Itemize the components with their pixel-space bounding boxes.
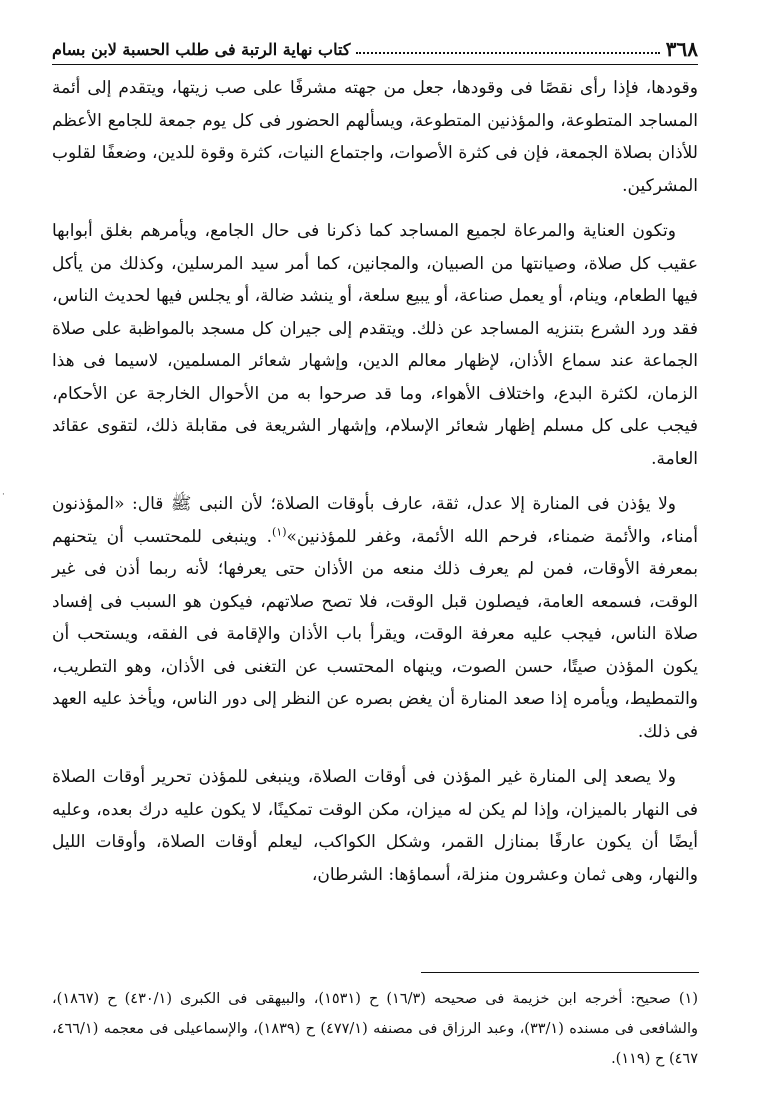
footnote-item: (١) صحيح: أخرجه ابن خزيمة فى صحيحه (١٦/٣) ح (١٥٣١)، والبيهقى فى الكبرى (٤٣٠/١) ح (١٨٦٧)، والشافعى فى مسنده (٣٣/١)، وعبد الرزاق فى مصنفه (٤٧٧/١) ح (١٨٣٩)، والإسماعيلى فى معجمه (٤٦٦/١، ٤٦٧) ح (١١٩).	[52, 991, 698, 1067]
footnote-reference[interactable]: (١)	[272, 524, 287, 538]
paragraph: وتكون العناية والمرعاة لجميع المساجد كما ذكرنا فى حال الجامع، ويأمرهم بغلق أبوابها عقيب كل صلاة، وصيانتها من الصبيان، والمجانين، كما أمر سيد المرسلين، وكذلك من يأكل فيها الطعام، وينام، أو يعمل صناعة، أو يبيع سلعة، أو ينشد ضالة، أو يجلس فيها لحديث الناس، فقد ورد الشرع بتنزيه المساجد عن ذلك. ويتقدم إلى جيران كل مسجد بالمواظبة على صلاة الجماعة عند سماع الأذان، لإظهار معالم الدين، وإشهار شعائر المسلمين، لاسيما فى هذا الزمان، لكثرة البدع، واختلاف الأهواء، وما قد صرحوا به من الأحوال الخارجة عن الأحكام، فيجب على كل مسلم إظهار شعائر الإسلام، وإشهار الشريعة فى مقابلة ذلك، لتقوى عقائد العامة.	[52, 221, 698, 469]
body-text	[52, 72, 698, 904]
running-header	[52, 34, 698, 65]
paragraph-text: ولا يؤذن فى المنارة إلا عدل، ثقة، عارف بأوقات الصلاة؛ لأن النبى ﷺ قال: «المؤذنون أمناء، والأئمة ضمناء، فرحم الله الأئمة، وغفر للمؤذنين»	[52, 494, 698, 547]
paragraph: ولا يصعد إلى المنارة غير المؤذن فى أوقات الصلاة، وينبغى للمؤذن تحرير أوقات الصلاة فى النهار بالميزان، وإذا لم يكن له ميزان، مكن الوقت تمكينًا، لا يكون عليه درك بعده، وعليه أيضًا أن يكون عارفًا بمنازل القمر، وشكل الكواكب، ليعلم أوقات الصلاة، وأوقات الليل والنهار، وهى ثمان وعشرون منزلة، أسماؤها: الشرطان،	[52, 767, 698, 885]
paragraph-text: . وينبغى للمحتسب أن يتحنهم بمعرفة الأوقات، فمن لم يعرف ذلك منعه من الأذان حتى يعرفها؛ لأنه ربما أذن فى غير الوقت، فسمعه العامة، فيصلون قبل الوقت، فلا تصح صلاتهم، فيكون هو السبب فى إفساد صلاة الناس، فيجب عليه معرفة الوقت، ويقرأ باب الأذان والإقامة فى الفقه، ويستحب أن يكون المؤذن صيتًا، حسن الصوت، وينهاه المحتسب عن التغنى فى الأذان، وهو التطريب، والتمطيط، ويأمره إذا صعد المنارة أن يغض بصره عن النظر إلى دور الناس، ويأخذ عليه العهد فى ذلك.	[52, 526, 698, 742]
paragraph: وقودها، فإذا رأى نقصًا فى وقودها، جعل من جهته مشرفًا على صب زيتها، ويتقدم إلى أئمة المساجد المتطوعة، والمؤذنين المتطوعة، ويسألهم الحضور فى كل يوم جمعة للجامع الأعظم للأذان بصلاة الجمعة، فإن فى كثرة الأصوات، واجتماع النيات، كثرة وقوة للدين، وضعفًا لقلوب المشركين.	[52, 78, 698, 196]
header-dot-leader	[356, 44, 659, 54]
footnotes	[52, 984, 698, 1074]
paragraph	[52, 488, 698, 748]
page-number: ٣٦٨	[665, 37, 698, 61]
margin-mark: ·	[2, 490, 5, 500]
running-title: كتاب نهاية الرتبة فى طلب الحسبة لابن بسام	[52, 39, 351, 59]
footnote-separator	[421, 972, 699, 973]
